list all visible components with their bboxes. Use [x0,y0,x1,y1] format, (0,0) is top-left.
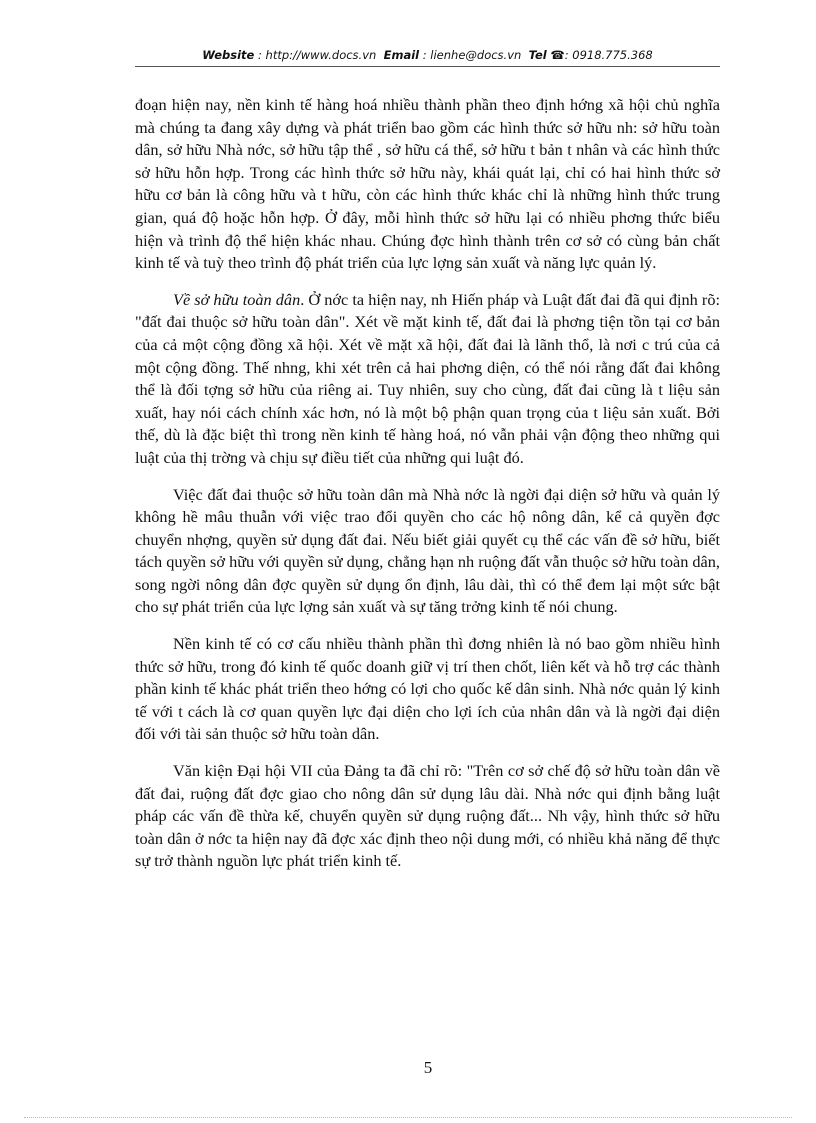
website-url: : http://www.docs.vn [258,48,377,62]
page-header [135,48,720,62]
tel-value: : 0918.775.368 [564,48,653,62]
email-label: Email [383,48,420,62]
header-divider [135,66,720,67]
paragraph-2 [135,289,720,470]
paragraph-3 [135,484,720,620]
paragraph-text: Nền kinh tế có cơ cấu nhiều thành phần thì đơng nhiên là nó bao gồm nhiều hình thức sở hữu, trong đó kinh tế quốc doanh giữ vị trí then chốt, liên kết và hỗ trợ các thành phần kinh tế khác phát triển theo hớng có lợi cho quốc kế dân sinh. Nhà nớc quản lý kinh tế với t cách là cơ quan quyền lực đại diện cho lợi ích của nhân dân và là ngời đại diện đối với tài sản thuộc sở hữu toàn dân. [135,634,720,744]
paragraph-text: . Ở nớc ta hiện nay, nh Hiến pháp và Luật đất đai đã qui định rõ: "đất đai thuộc sở hữu toàn dân". Xét về mặt kinh tế, đất đai là phơng tiện tồn tại cơ bản của cả một cộng đồng xã hội. Xét về mặt xã hội, đất đai là lãnh thổ, là nơi c trú của cả một cộng đồng. Thế nhng, khi xét trên cả hai phơng diện, có thể nói rằng đất đai không thể là đối tợng sở hữu của riêng ai. Tuy nhiên, suy cho cùng, đất đai cũng là t liệu sản xuất, hay nói cách chính xác hơn, nó là một bộ phận quan trọng của t liệu sản xuất. Bởi thế, dù là đặc biệt thì trong nền kinh tế hàng hoá, nó vẫn phải vận động theo những qui luật của thị trờng và chịu sự điều tiết của những qui luật đó. [135,289,721,467]
paragraph-text: Văn kiện Đại hội VII của Đảng ta đã chỉ rõ: "Trên cơ sở chế độ sở hữu toàn dân về đất đai, ruộng đất đợc giao cho nông dân sử dụng lâu dài. Nhà nớc qui định bằng luật pháp các vấn đề thừa kế, chuyển quyền sử dụng ruộng đất... Nh vậy, hình thức sở hữu toàn dân ở nớc ta hiện nay đã đợc xác định theo nội dung mới, có nhiều khả năng để thực sự trở thành nguồn lực phát triển kinh tế. [135,761,720,871]
document-body [135,94,720,887]
paragraph-1 [135,94,720,275]
website-label: Website [202,48,255,62]
paragraph-4 [135,633,720,746]
footer-divider [24,1117,792,1118]
tel-label: Tel [528,48,547,62]
page-number: 5 [423,1058,433,1077]
paragraph-lead: Về sở hữu toàn dân [173,289,301,309]
paragraph-text: Việc đất đai thuộc sở hữu toàn dân mà Nhà nớc là ngời đại diện sở hữu và quản lý không hề mâu thuẫn với việc trao đổi quyền cho các hộ nông dân, kể cả quyền đợc chuyển nhợng, quyền sử dụng đất đai. Nếu biết giải quyết cụ thể các vấn đề sở hữu, biết tách quyền sở hữu với quyền sử dụng, chẳng hạn nh ruộng đất vẫn thuộc sở hữu toàn dân, song ngời nông dân đợc quyền sử dụng ổn định, lâu dài, thì có thể đem lại một sức bật cho sự phát triển của lực lợng sản xuất và sự tăng trởng kinh tế nói chung. [135,484,720,617]
paragraph-text: đoạn hiện nay, nền kinh tế hàng hoá nhiều thành phần theo định hớng xã hội chủ nghĩa mà chúng ta đang xây dựng và phát triển bao gồm các hình thức sở hữu nh: sở hữu toàn dân, sở hữu Nhà nớc, sở hữu tập thể , sở hữu cá thể, sở hữu t bản t nhân và các hình thức sở hữu hỗn hợp. Trong các hình thức sở hữu này, khái quát lại, chỉ có hai hình thức sở hữu cơ bản là công hữu và t hữu, còn các hình thức khác chỉ là những hình thức trung gian, quá độ hoặc hỗn hợp. Ở đây, mỗi hình thức sở hữu lại có nhiều phơng thức biểu hiện và trình độ thể hiện khác nhau. Chúng đợc hình thành trên cơ sở có cùng bản chất kinh tế và tuỳ theo trình độ phát triển của lực lợng sản xuất và năng lực quản lý. [135,95,720,273]
paragraph-5 [135,760,720,873]
email-value: : lienhe@docs.vn [422,48,522,62]
phone-icon: ☎ [550,48,565,62]
